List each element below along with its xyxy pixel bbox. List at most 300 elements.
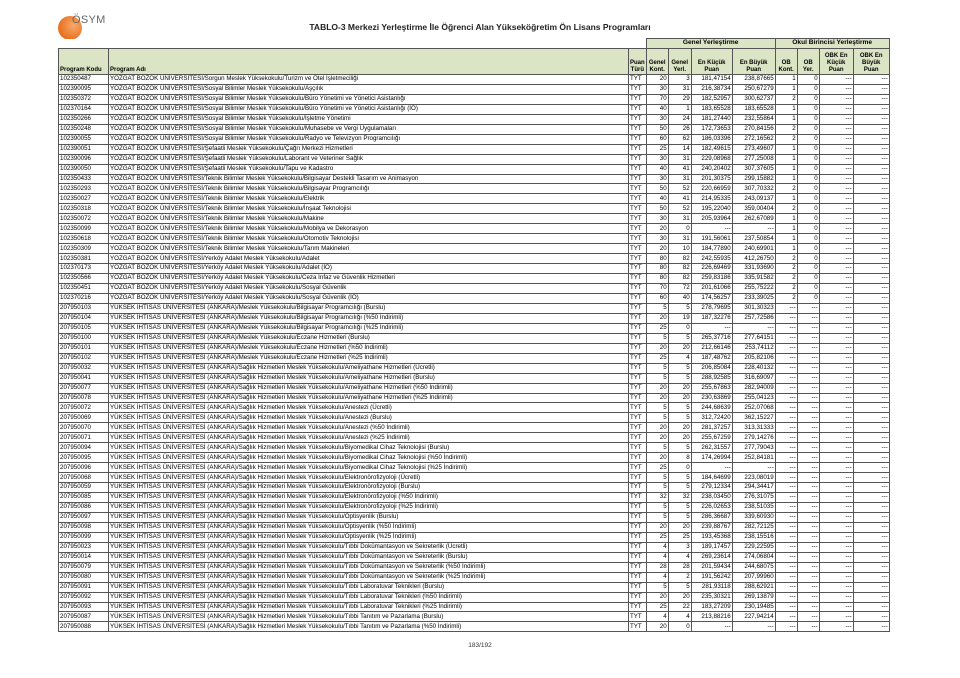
cell-ob-placed: --- [797, 572, 819, 582]
cell-program-name: YOZGAT BOZOK ÜNİVERSİTESİ/Şefaatli Meslek Yüksekokulu/Laborant ve Veteriner Sağlık [109, 154, 629, 164]
cell-score-type: TYT [629, 453, 647, 463]
table-row [59, 333, 890, 343]
table-row [59, 303, 890, 313]
cell-min-score: 235,30321 [691, 592, 732, 602]
cell-program-name: YÜKSEK İHTİSAS ÜNİVERSİTESİ (ANKARA)/Sağlık Hizmetleri Meslek Yüksekokulu/Optisyenlik (%50 İndirimli) [109, 522, 629, 532]
cell-obk-min-score: --- [819, 303, 853, 313]
cell-ob-placed: 0 [797, 124, 819, 134]
cell-max-score: 301,30323 [732, 303, 775, 313]
cell-score-type: TYT [629, 214, 647, 224]
cell-program-name: YOZGAT BOZOK ÜNİVERSİTESİ/Sorgun Meslek Yüksekokulu/Turizm ve Otel İşletmeciliği [109, 75, 629, 85]
cell-general-quota: 60 [646, 134, 668, 144]
cell-obk-max-score: --- [853, 234, 889, 244]
cell-max-score: 272,16562 [732, 134, 775, 144]
cell-program-name: YÜKSEK İHTİSAS ÜNİVERSİTESİ (ANKARA)/Sağlık Hizmetleri Meslek Yüksekokulu/Biyomedikal Cihaz Teknolojisi (%50 İndirimli) [109, 453, 629, 463]
cell-general-quota: 5 [646, 333, 668, 343]
table-row [59, 114, 890, 124]
cell-obk-min-score: --- [819, 94, 853, 104]
cell-min-score: --- [691, 463, 732, 473]
cell-program-code: 207950101 [59, 343, 109, 353]
cell-general-quota: 30 [646, 234, 668, 244]
column-header-ob-placed: OB Yer. [797, 49, 819, 75]
cell-program-name: YOZGAT BOZOK ÜNİVERSİTESİ/Sosyal Bilimler Meslek Yüksekokulu/Aşçılık [109, 84, 629, 94]
cell-obk-min-score: --- [819, 473, 853, 483]
cell-general-quota: 20 [646, 433, 668, 443]
cell-general-quota: 80 [646, 254, 668, 264]
cell-score-type: TYT [629, 333, 647, 343]
cell-program-code: 207950041 [59, 373, 109, 383]
cell-ob-placed: --- [797, 433, 819, 443]
cell-min-score: 278,79695 [691, 303, 732, 313]
cell-general-placed: 5 [668, 373, 691, 383]
cell-score-type: TYT [629, 582, 647, 592]
table-row [59, 602, 890, 612]
cell-obk-max-score: --- [853, 114, 889, 124]
cell-general-quota: 25 [646, 532, 668, 542]
cell-program-code: 207950102 [59, 353, 109, 363]
cell-general-placed: 20 [668, 522, 691, 532]
table-row [59, 184, 890, 194]
cell-obk-min-score: --- [819, 154, 853, 164]
cell-obk-min-score: --- [819, 244, 853, 254]
cell-ob-quota: 2 [775, 254, 797, 264]
table-row [59, 214, 890, 224]
cell-program-code: 207950096 [59, 463, 109, 473]
cell-program-code: 102350027 [59, 194, 109, 204]
group-header-genel: Genel Yerleştirme [646, 39, 775, 49]
cell-score-type: TYT [629, 353, 647, 363]
cell-program-name: YOZGAT BOZOK ÜNİVERSİTESİ/Teknik Bilimler Meslek Yüksekokulu/Bilgisayar Destekli Tasarım ve Animasyon [109, 174, 629, 184]
cell-max-score: --- [732, 323, 775, 333]
cell-general-quota: 50 [646, 124, 668, 134]
cell-score-type: TYT [629, 433, 647, 443]
cell-program-name: YOZGAT BOZOK ÜNİVERSİTESİ/Yerköy Adalet Meslek Yüksekokulu/Adalet [109, 254, 629, 264]
cell-ob-quota: --- [775, 622, 797, 632]
table-row [59, 293, 890, 303]
cell-obk-max-score: --- [853, 313, 889, 323]
cell-program-code: 102350372 [59, 94, 109, 104]
column-header-obk-min-score: OBK En Küçük Puan [819, 49, 853, 75]
cell-obk-min-score: --- [819, 264, 853, 274]
cell-ob-quota: --- [775, 333, 797, 343]
cell-general-placed: 20 [668, 592, 691, 602]
cell-obk-min-score: --- [819, 174, 853, 184]
cell-ob-placed: 0 [797, 134, 819, 144]
table-row [59, 592, 890, 602]
cell-min-score: 255,67259 [691, 433, 732, 443]
cell-score-type: TYT [629, 463, 647, 473]
cell-ob-placed: 0 [797, 184, 819, 194]
cell-score-type: TYT [629, 194, 647, 204]
cell-general-placed: 20 [668, 383, 691, 393]
cell-general-placed: 0 [668, 323, 691, 333]
cell-general-placed: 22 [668, 602, 691, 612]
header-blank [59, 39, 647, 49]
cell-obk-min-score: --- [819, 373, 853, 383]
cell-ob-placed: --- [797, 542, 819, 552]
cell-min-score: 288,92585 [691, 373, 732, 383]
cell-program-code: 102390050 [59, 164, 109, 174]
cell-max-score: 288,62921 [732, 582, 775, 592]
cell-min-score: 201,30375 [691, 174, 732, 184]
cell-obk-max-score: --- [853, 353, 889, 363]
cell-general-quota: 4 [646, 572, 668, 582]
cell-obk-min-score: --- [819, 522, 853, 532]
column-header-row [59, 49, 890, 75]
cell-program-name: YOZGAT BOZOK ÜNİVERSİTESİ/Sosyal Bilimler Meslek Yüksekokulu/Muhasebe ve Vergi Uygulamaları [109, 124, 629, 134]
cell-general-quota: 5 [646, 473, 668, 483]
cell-program-code: 102390051 [59, 144, 109, 154]
cell-general-quota: 30 [646, 154, 668, 164]
cell-general-quota: 20 [646, 423, 668, 433]
cell-ob-placed: 0 [797, 264, 819, 274]
cell-general-quota: 70 [646, 94, 668, 104]
cell-ob-quota: 1 [775, 214, 797, 224]
cell-max-score: 262,67089 [732, 214, 775, 224]
cell-general-quota: 30 [646, 214, 668, 224]
cell-obk-min-score: --- [819, 582, 853, 592]
cell-program-name: YÜKSEK İHTİSAS ÜNİVERSİTESİ (ANKARA)/Sağlık Hizmetleri Meslek Yüksekokulu/Ameliyathane Hizmetleri (%50 İndirimli) [109, 383, 629, 393]
cell-program-name: YÜKSEK İHTİSAS ÜNİVERSİTESİ (ANKARA)/Sağlık Hizmetleri Meslek Yüksekokulu/Optisyenlik (Burslu) [109, 512, 629, 522]
cell-ob-quota: --- [775, 403, 797, 413]
cell-score-type: TYT [629, 94, 647, 104]
cell-program-code: 207950023 [59, 542, 109, 552]
cell-min-score: 201,59434 [691, 562, 732, 572]
cell-obk-min-score: --- [819, 254, 853, 264]
table-row [59, 393, 890, 403]
cell-ob-quota: --- [775, 413, 797, 423]
cell-obk-max-score: --- [853, 94, 889, 104]
cell-max-score: 307,70332 [732, 184, 775, 194]
cell-max-score: 307,37605 [732, 164, 775, 174]
cell-min-score: 205,93964 [691, 214, 732, 224]
cell-obk-max-score: --- [853, 124, 889, 134]
cell-obk-max-score: --- [853, 413, 889, 423]
cell-program-code: 207950014 [59, 552, 109, 562]
cell-ob-quota: --- [775, 353, 797, 363]
table-row [59, 284, 890, 294]
cell-program-name: YÜKSEK İHTİSAS ÜNİVERSİTESİ (ANKARA)/Sağlık Hizmetleri Meslek Yüksekokulu/Tıbbi Dokümantasyon ve Sekreterlik (Burslu) [109, 552, 629, 562]
cell-ob-quota: 2 [775, 134, 797, 144]
cell-score-type: TYT [629, 572, 647, 582]
cell-general-placed: 3 [668, 75, 691, 85]
cell-program-code: 207950078 [59, 393, 109, 403]
cell-program-name: YOZGAT BOZOK ÜNİVERSİTESİ/Teknik Bilimler Meslek Yüksekokulu/Bilgisayar Programcılığı [109, 184, 629, 194]
table-row [59, 522, 890, 532]
cell-obk-min-score: --- [819, 483, 853, 493]
cell-program-name: YÜKSEK İHTİSAS ÜNİVERSİTESİ (ANKARA)/Sağlık Hizmetleri Meslek Yüksekokulu/Tıbbi Laboratuvar Teknikleri (%50 İndirimli) [109, 592, 629, 602]
cell-max-score: 252,84181 [732, 453, 775, 463]
cell-program-code: 102350248 [59, 124, 109, 134]
cell-general-quota: 50 [646, 204, 668, 214]
cell-general-placed: 20 [668, 393, 691, 403]
cell-general-quota: 80 [646, 264, 668, 274]
cell-obk-max-score: --- [853, 264, 889, 274]
cell-general-placed: 31 [668, 234, 691, 244]
cell-program-name: YÜKSEK İHTİSAS ÜNİVERSİTESİ (ANKARA)/Sağlık Hizmetleri Meslek Yüksekokulu/Ameliyathane Hizmetleri (%25 İndirimli) [109, 393, 629, 403]
cell-ob-placed: 0 [797, 284, 819, 294]
cell-program-name: YOZGAT BOZOK ÜNİVERSİTESİ/Teknik Bilimler Meslek Yüksekokulu/Elektrik [109, 194, 629, 204]
cell-general-placed: 4 [668, 612, 691, 622]
cell-ob-placed: --- [797, 373, 819, 383]
table-row [59, 433, 890, 443]
cell-program-code: 102350293 [59, 184, 109, 194]
cell-score-type: TYT [629, 134, 647, 144]
cell-program-code: 207950099 [59, 532, 109, 542]
cell-min-score: --- [691, 224, 732, 234]
cell-ob-placed: 0 [797, 244, 819, 254]
cell-max-score: 331,93690 [732, 264, 775, 274]
cell-min-score: 206,85084 [691, 363, 732, 373]
table-row [59, 582, 890, 592]
cell-program-code: 102370164 [59, 104, 109, 114]
cell-ob-placed: --- [797, 363, 819, 373]
cell-ob-quota: --- [775, 303, 797, 313]
cell-general-quota: 20 [646, 453, 668, 463]
table-row [59, 423, 890, 433]
cell-obk-min-score: --- [819, 612, 853, 622]
cell-program-code: 102370216 [59, 293, 109, 303]
cell-general-placed: 8 [668, 453, 691, 463]
cell-obk-max-score: --- [853, 244, 889, 254]
cell-ob-quota: --- [775, 512, 797, 522]
table-row [59, 493, 890, 503]
cell-ob-quota: --- [775, 602, 797, 612]
cell-min-score: 229,08968 [691, 154, 732, 164]
cell-program-name: YÜKSEK İHTİSAS ÜNİVERSİTESİ (ANKARA)/Sağlık Hizmetleri Meslek Yüksekokulu/Tıbbi Tanıtım ve Pazarlama (Burslu) [109, 612, 629, 622]
cell-program-name: YÜKSEK İHTİSAS ÜNİVERSİTESİ (ANKARA)/Sağlık Hizmetleri Meslek Yüksekokulu/Tıbbi Laboratuvar Teknikleri (Burslu) [109, 582, 629, 592]
cell-score-type: TYT [629, 343, 647, 353]
table-row [59, 552, 890, 562]
cell-obk-min-score: --- [819, 353, 853, 363]
cell-general-quota: 40 [646, 194, 668, 204]
cell-score-type: TYT [629, 483, 647, 493]
logo-text: ÖSYM [72, 14, 106, 26]
table-row [59, 343, 890, 353]
cell-obk-max-score: --- [853, 164, 889, 174]
cell-program-name: YÜKSEK İHTİSAS ÜNİVERSİTESİ (ANKARA)/Sağlık Hizmetleri Meslek Yüksekokulu/Anestezi (Burslu) [109, 413, 629, 423]
cell-obk-min-score: --- [819, 512, 853, 522]
table-row [59, 572, 890, 582]
cell-general-quota: 5 [646, 403, 668, 413]
cell-ob-placed: --- [797, 343, 819, 353]
cell-general-quota: 40 [646, 164, 668, 174]
cell-general-quota: 20 [646, 522, 668, 532]
table-row [59, 254, 890, 264]
cell-program-name: YOZGAT BOZOK ÜNİVERSİTESİ/Yerköy Adalet Meslek Yüksekokulu/Ceza İnfaz ve Güvenlik Hizmetleri [109, 274, 629, 284]
cell-general-placed: 5 [668, 483, 691, 493]
cell-score-type: TYT [629, 323, 647, 333]
cell-general-quota: 28 [646, 562, 668, 572]
table-row [59, 323, 890, 333]
table-row [59, 622, 890, 632]
cell-program-code: 207950098 [59, 522, 109, 532]
cell-program-name: YOZGAT BOZOK ÜNİVERSİTESİ/Sosyal Bilimler Meslek Yüksekokulu/Radyo ve Televizyon Programcılığı [109, 134, 629, 144]
cell-program-code: 207950059 [59, 483, 109, 493]
cell-max-score: 274,06804 [732, 552, 775, 562]
cell-score-type: TYT [629, 114, 647, 124]
cell-obk-max-score: --- [853, 403, 889, 413]
cell-general-quota: 30 [646, 174, 668, 184]
cell-obk-min-score: --- [819, 343, 853, 353]
cell-obk-max-score: --- [853, 572, 889, 582]
cell-general-placed: 5 [668, 403, 691, 413]
cell-obk-min-score: --- [819, 194, 853, 204]
table-row [59, 502, 890, 512]
table-row [59, 84, 890, 94]
column-header-ob-quota: OB Kont. [775, 49, 797, 75]
cell-min-score: 183,65528 [691, 104, 732, 114]
cell-obk-min-score: --- [819, 164, 853, 174]
cell-obk-max-score: --- [853, 542, 889, 552]
cell-min-score: 212,66146 [691, 343, 732, 353]
cell-max-score: 233,39025 [732, 293, 775, 303]
programs-table [58, 38, 890, 632]
cell-general-quota: 20 [646, 75, 668, 85]
cell-obk-max-score: --- [853, 154, 889, 164]
cell-ob-placed: --- [797, 383, 819, 393]
cell-obk-min-score: --- [819, 204, 853, 214]
cell-max-score: 205,82106 [732, 353, 775, 363]
cell-program-name: YOZGAT BOZOK ÜNİVERSİTESİ/Sosyal Bilimler Meslek Yüksekokulu/Büro Yönetimi ve Yönetici Asistanlığı [109, 94, 629, 104]
table-row [59, 403, 890, 413]
cell-min-score: 286,36687 [691, 512, 732, 522]
cell-program-name: YÜKSEK İHTİSAS ÜNİVERSİTESİ (ANKARA)/Sağlık Hizmetleri Meslek Yüksekokulu/Tıbbi Dokümantasyon ve Sekreterlik (%25 İndirimli) [109, 572, 629, 582]
cell-ob-quota: --- [775, 483, 797, 493]
cell-program-code: 207950092 [59, 592, 109, 602]
cell-score-type: TYT [629, 104, 647, 114]
cell-score-type: TYT [629, 144, 647, 154]
cell-max-score: 183,65528 [732, 104, 775, 114]
cell-score-type: TYT [629, 234, 647, 244]
cell-score-type: TYT [629, 224, 647, 234]
cell-score-type: TYT [629, 602, 647, 612]
cell-max-score: 359,00404 [732, 204, 775, 214]
cell-ob-placed: --- [797, 353, 819, 363]
cell-max-score: 276,31075 [732, 493, 775, 503]
page-title: TABLO-3 Merkezi Yerleştirme İle Öğrenci Alan Yükseköğretim Ön Lisans Programları [309, 22, 651, 32]
cell-obk-max-score: --- [853, 383, 889, 393]
cell-ob-placed: --- [797, 602, 819, 612]
table-row [59, 443, 890, 453]
cell-ob-quota: 2 [775, 204, 797, 214]
cell-obk-max-score: --- [853, 592, 889, 602]
cell-general-quota: 5 [646, 373, 668, 383]
cell-general-quota: 60 [646, 293, 668, 303]
cell-ob-placed: 0 [797, 154, 819, 164]
cell-program-name: YOZGAT BOZOK ÜNİVERSİTESİ/Teknik Bilimler Meslek Yüksekokulu/Mobilya ve Dekorasyon [109, 224, 629, 234]
cell-ob-placed: 0 [797, 274, 819, 284]
cell-max-score: 277,79043 [732, 443, 775, 453]
cell-max-score: 316,69097 [732, 373, 775, 383]
table-row [59, 154, 890, 164]
cell-obk-min-score: --- [819, 403, 853, 413]
cell-score-type: TYT [629, 622, 647, 632]
cell-min-score: 187,48762 [691, 353, 732, 363]
cell-obk-min-score: --- [819, 234, 853, 244]
cell-general-quota: 20 [646, 622, 668, 632]
cell-min-score: 239,88767 [691, 522, 732, 532]
cell-obk-min-score: --- [819, 433, 853, 443]
cell-max-score: 243,09137 [732, 194, 775, 204]
cell-obk-min-score: --- [819, 214, 853, 224]
cell-ob-quota: --- [775, 562, 797, 572]
cell-score-type: TYT [629, 244, 647, 254]
cell-obk-min-score: --- [819, 84, 853, 94]
cell-ob-quota: --- [775, 393, 797, 403]
cell-obk-min-score: --- [819, 144, 853, 154]
cell-max-score: 335,91582 [732, 274, 775, 284]
cell-obk-min-score: --- [819, 423, 853, 433]
table-row [59, 164, 890, 174]
cell-score-type: TYT [629, 473, 647, 483]
cell-min-score: 195,22040 [691, 204, 732, 214]
cell-min-score: 216,38734 [691, 84, 732, 94]
cell-score-type: TYT [629, 502, 647, 512]
cell-obk-min-score: --- [819, 274, 853, 284]
cell-general-placed: 5 [668, 333, 691, 343]
cell-general-quota: 25 [646, 353, 668, 363]
cell-ob-quota: 1 [775, 154, 797, 164]
cell-ob-quota: 1 [775, 194, 797, 204]
cell-general-placed: 31 [668, 154, 691, 164]
cell-ob-quota: --- [775, 383, 797, 393]
cell-max-score: 339,60930 [732, 512, 775, 522]
cell-ob-placed: --- [797, 483, 819, 493]
cell-program-code: 102350487 [59, 75, 109, 85]
cell-score-type: TYT [629, 204, 647, 214]
cell-min-score: 174,26994 [691, 453, 732, 463]
cell-general-quota: 5 [646, 582, 668, 592]
cell-ob-placed: --- [797, 502, 819, 512]
cell-min-score: 262,31557 [691, 443, 732, 453]
column-header-general-quota: Genel Kont. [646, 49, 668, 75]
cell-program-code: 207950100 [59, 333, 109, 343]
cell-general-quota: 25 [646, 144, 668, 154]
cell-ob-placed: 0 [797, 94, 819, 104]
column-header-score-type: Puan Türü [629, 49, 647, 75]
cell-program-name: YÜKSEK İHTİSAS ÜNİVERSİTESİ (ANKARA)/Sağlık Hizmetleri Meslek Yüksekokulu/Tıbbi Laboratuvar Teknikleri (%25 İndirimli) [109, 602, 629, 612]
cell-score-type: TYT [629, 512, 647, 522]
cell-program-code: 102350381 [59, 254, 109, 264]
cell-ob-placed: --- [797, 612, 819, 622]
cell-ob-placed: --- [797, 303, 819, 313]
cell-max-score: 255,75222 [732, 284, 775, 294]
cell-obk-max-score: --- [853, 84, 889, 94]
cell-obk-min-score: --- [819, 532, 853, 542]
cell-program-code: 102390096 [59, 154, 109, 164]
cell-program-name: YÜKSEK İHTİSAS ÜNİVERSİTESİ (ANKARA)/Sağlık Hizmetleri Meslek Yüksekokulu/Anestezi (Ücretli) [109, 403, 629, 413]
cell-general-placed: 19 [668, 313, 691, 323]
column-header-obk-max-score: OBK En Büyük Puan [853, 49, 889, 75]
cell-min-score: 259,83186 [691, 274, 732, 284]
cell-program-name: YÜKSEK İHTİSAS ÜNİVERSİTESİ (ANKARA)/Sağlık Hizmetleri Meslek Yüksekokulu/Tıbbi Dokümantasyon ve Sekreterlik (%50 İndirimli) [109, 562, 629, 572]
table-row [59, 353, 890, 363]
table-row [59, 532, 890, 542]
cell-general-quota: 4 [646, 612, 668, 622]
cell-ob-placed: --- [797, 413, 819, 423]
cell-program-code: 207950091 [59, 582, 109, 592]
cell-score-type: TYT [629, 403, 647, 413]
cell-ob-quota: 2 [775, 94, 797, 104]
cell-obk-min-score: --- [819, 493, 853, 503]
cell-obk-min-score: --- [819, 114, 853, 124]
cell-min-score: 193,45368 [691, 532, 732, 542]
cell-ob-quota: 2 [775, 264, 797, 274]
cell-ob-quota: 1 [775, 84, 797, 94]
cell-ob-placed: --- [797, 423, 819, 433]
cell-obk-max-score: --- [853, 224, 889, 234]
